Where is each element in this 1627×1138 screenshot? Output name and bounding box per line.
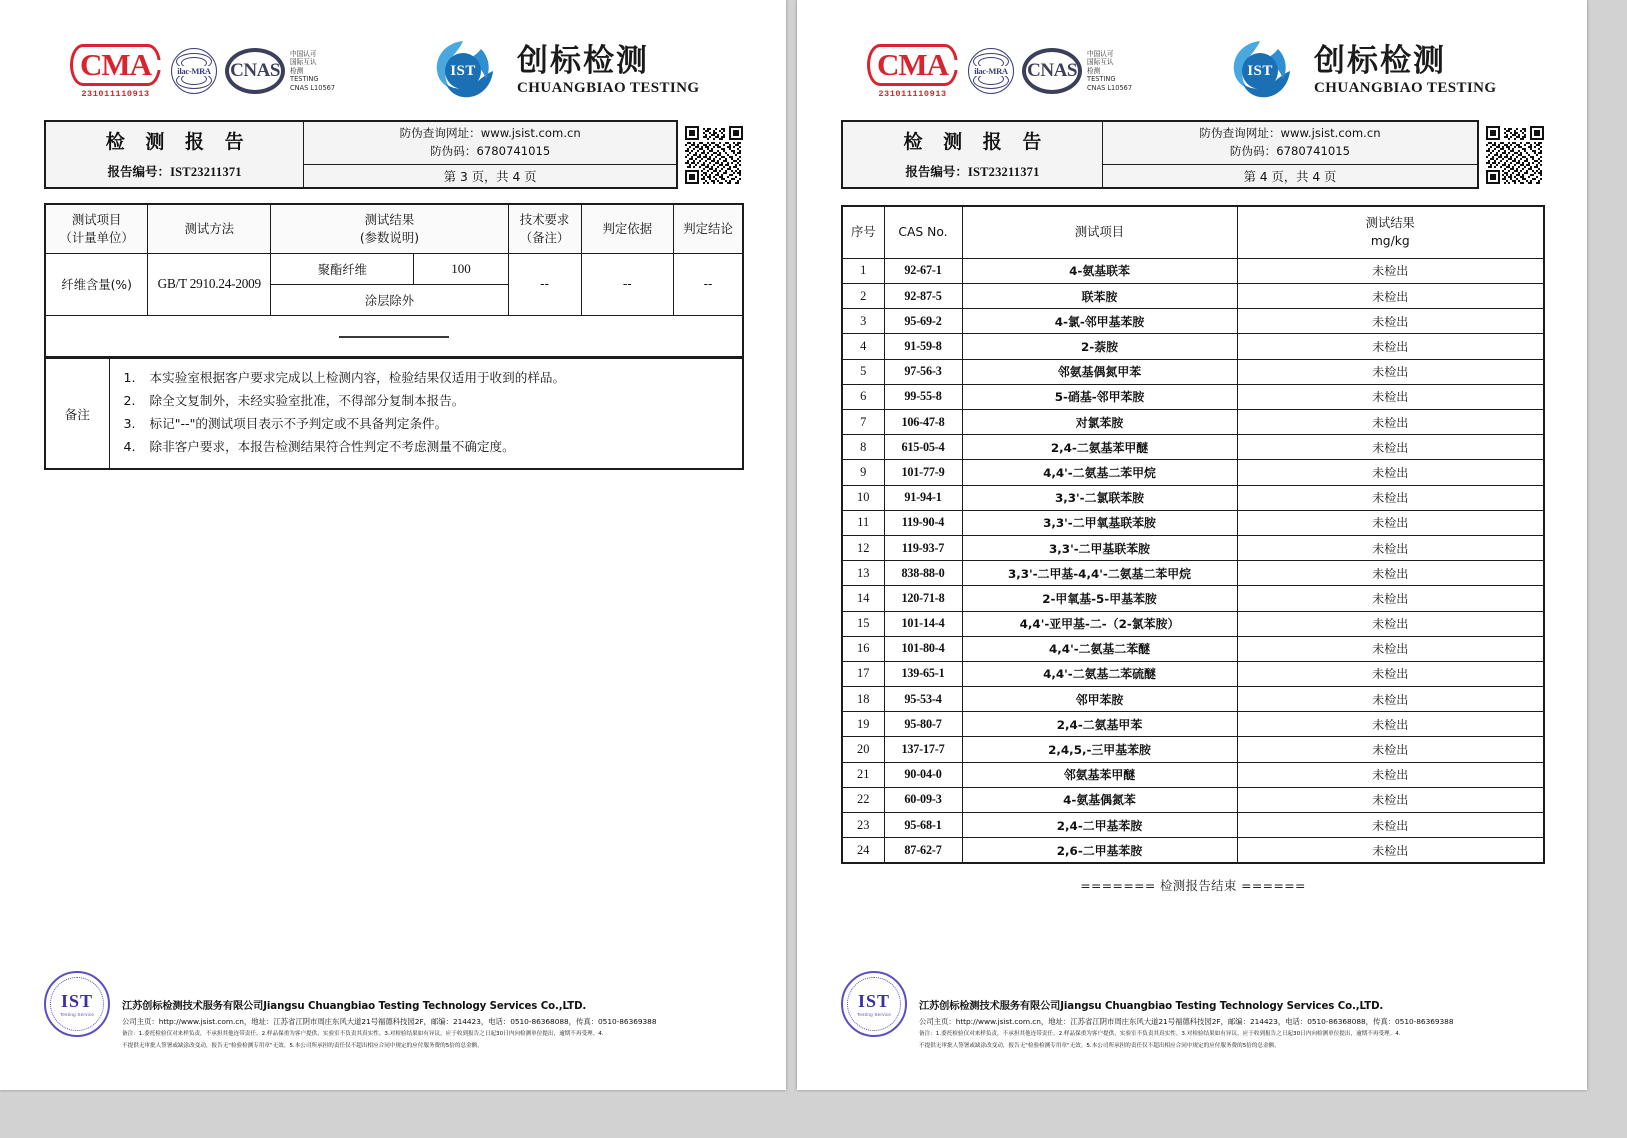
verify-url-value[interactable]: www.jsist.com.cn (1280, 126, 1381, 140)
cell-result: 未检出 (1237, 460, 1544, 485)
cell-result: 未检出 (1237, 687, 1544, 712)
cell-index: 23 (842, 813, 884, 838)
cell-item: 2,4-二氨基苯甲醚 (962, 435, 1237, 460)
col-test-item-l2: （计量单位） (59, 229, 134, 245)
table-row (842, 510, 1544, 535)
list-item (124, 413, 739, 436)
ilac-mra-label: ilac-MRA (974, 66, 1008, 76)
table-row (842, 762, 1544, 787)
cnas-side-line-4: TESTING (290, 75, 319, 84)
page-title: 检 测 报 告 (105, 131, 251, 153)
cell-cas: 615-05-4 (884, 435, 962, 460)
col-test-result-l1: 测试结果 (364, 212, 415, 227)
table-row (842, 661, 1544, 686)
cell-test-method: GB/T 2910.24-2009 (148, 253, 271, 315)
cell-index: 16 (842, 636, 884, 661)
verify-url-label: 防伪查询网址： (1199, 126, 1281, 140)
cell-index: 18 (842, 687, 884, 712)
cell-cas: 139-65-1 (884, 661, 962, 686)
cell-cas: 95-69-2 (884, 309, 962, 334)
cell-index: 19 (842, 712, 884, 737)
brand-header (841, 28, 1545, 114)
col-tech-l1: 技术要求 (519, 212, 570, 227)
col-test-item-l1: 测试项目 (71, 212, 122, 227)
cell-index: 6 (842, 384, 884, 409)
cell-cas: 91-94-1 (884, 485, 962, 510)
table-row (842, 410, 1544, 435)
cnas-icon (1022, 48, 1082, 94)
cell-cas: 106-47-8 (884, 410, 962, 435)
cell-index: 17 (842, 661, 884, 686)
ilac-mra-icon (171, 48, 217, 94)
brand-header (44, 28, 744, 114)
verify-code-value: 6780741015 (1276, 143, 1351, 158)
cell-cas: 119-90-4 (884, 510, 962, 535)
verify-url-value[interactable]: www.jsist.com.cn (480, 126, 581, 140)
cell-index: 10 (842, 485, 884, 510)
company-name-cn: 创标检测 (517, 43, 650, 80)
cell-index: 20 (842, 737, 884, 762)
cell-result: 未检出 (1237, 838, 1544, 864)
table-row (842, 384, 1544, 409)
report-number-row (905, 162, 1039, 180)
cell-cas: 95-80-7 (884, 712, 962, 737)
table-row (842, 611, 1544, 636)
company-name-block (1314, 45, 1496, 97)
cell-index: 21 (842, 762, 884, 787)
cell-result: 未检出 (1237, 661, 1544, 686)
cell-result: 未检出 (1237, 535, 1544, 560)
cell-cas: 92-87-5 (884, 284, 962, 309)
cell-result: 未检出 (1237, 636, 1544, 661)
report-number-value: IST23211371 (967, 165, 1040, 179)
footer-text-block (919, 969, 1545, 1052)
cnas-accreditation-mark (225, 48, 335, 94)
cell-cas: 137-17-7 (884, 737, 962, 762)
cell-result: 未检出 (1237, 737, 1544, 762)
cell-item: 4,4'-二氨基二苯醚 (962, 636, 1237, 661)
cell-result: 未检出 (1237, 611, 1544, 636)
table-row (842, 813, 1544, 838)
cell-index: 7 (842, 410, 884, 435)
cnas-label: CNAS (230, 60, 280, 81)
ist-seal-stamp (841, 971, 907, 1037)
footer-contact: 公司主页：http://www.jsist.com.cn，地址：江苏省江阴市周庄东风大道21号福德科技园2F，邮编：214423，电话：0510-86368088，传真：0510-86369388 (122, 1016, 657, 1026)
table-row (842, 258, 1544, 283)
table-row (842, 359, 1544, 384)
notes-label: 备注 (45, 359, 109, 469)
titlebar-right (304, 122, 676, 187)
cnas-side-line-2: 国际互认 (290, 58, 317, 67)
table-row (842, 712, 1544, 737)
verify-url-row (1199, 125, 1380, 143)
seal-subtext: Testing Service (59, 1011, 95, 1017)
cell-index: 4 (842, 334, 884, 359)
table-row (842, 838, 1544, 864)
cma-accreditation-mark (867, 44, 958, 99)
cell-result: 未检出 (1237, 485, 1544, 510)
seal-subtext: Testing Service (856, 1011, 892, 1017)
cnas-side-line-5: CNAS L10567 (290, 83, 336, 92)
titlebar-left (843, 122, 1103, 187)
note-number: 4. (123, 439, 136, 455)
cell-cas: 120-71-8 (884, 586, 962, 611)
cell-index: 13 (842, 561, 884, 586)
cnas-icon (225, 48, 285, 94)
cell-item: 邻氨基苯甲醚 (962, 762, 1237, 787)
footer-fineprint-2: 不提供无审批人签署或缺涂改变动，报告无"检验检测专用章"无效。5.本公司所承担的责任仅不超出相应合同中规定的应付服务费的5倍的总金额。 (919, 1043, 1280, 1050)
table-header-row (842, 206, 1544, 258)
cnas-accreditation-mark (1022, 48, 1132, 94)
col-test-method: 测试方法 (148, 204, 271, 253)
table-row (842, 561, 1544, 586)
table-row (842, 586, 1544, 611)
note-number: 3. (123, 416, 136, 432)
notes-table (44, 358, 744, 470)
col-judgement-basis: 判定依据 (581, 204, 674, 253)
page-footer (44, 969, 744, 1052)
table-row (842, 535, 1544, 560)
col-tech-requirement (508, 204, 581, 253)
table-header-row (45, 204, 743, 253)
report-titlebar (44, 120, 678, 189)
company-name-block (517, 45, 699, 97)
ilac-mra-icon (968, 48, 1014, 94)
cell-result: 未检出 (1237, 359, 1544, 384)
table-row (842, 687, 1544, 712)
cell-cas: 99-55-8 (884, 384, 962, 409)
company-name-en: CHUANGBIAO TESTING (1314, 79, 1497, 96)
verify-block (304, 122, 676, 165)
report-end-marker: ======= 检测报告结束 ====== (1080, 878, 1306, 894)
table-row (842, 435, 1544, 460)
cell-index: 14 (842, 586, 884, 611)
verify-code-label: 防伪码： (1229, 143, 1277, 158)
verify-code-value: 6780741015 (476, 143, 551, 158)
notes-row (45, 359, 743, 469)
table-row (842, 485, 1544, 510)
verify-url-row (400, 125, 581, 143)
cell-test-item: 纤维含量(%) (45, 253, 148, 315)
cell-result-name: 聚酯纤维 (271, 253, 414, 284)
cell-cas: 95-53-4 (884, 687, 962, 712)
cnas-side-line-4: TESTING (1087, 75, 1116, 84)
report-number-value: IST23211371 (170, 165, 242, 179)
titlebar-left (46, 122, 304, 187)
verify-block (1103, 122, 1477, 165)
cell-result: 未检出 (1237, 561, 1544, 586)
cell-result: 未检出 (1237, 384, 1544, 409)
cell-item: 5-硝基-邻甲苯胺 (962, 384, 1237, 409)
test-result-table (44, 203, 744, 358)
col-test-result (271, 204, 508, 253)
cell-item: 3,3'-二甲氧基联苯胺 (962, 510, 1237, 535)
cma-number: 231011110913 (81, 88, 150, 99)
cell-cas: 101-77-9 (884, 460, 962, 485)
cell-result: 未检出 (1237, 309, 1544, 334)
horizontal-rule (339, 336, 449, 338)
table-row (842, 309, 1544, 334)
col-test-item: 测试项目 (962, 206, 1237, 258)
cell-cas: 92-67-1 (884, 258, 962, 283)
cnas-side-line-1: 中国认可 (290, 49, 317, 58)
col-test-result (1237, 206, 1544, 258)
cell-tech-requirement: -- (508, 253, 581, 315)
titlebar-right (1103, 122, 1477, 187)
cnas-side-line-5: CNAS L10567 (1087, 83, 1133, 92)
cell-item: 4-氨基偶氮苯 (962, 787, 1237, 812)
report-page-3 (0, 0, 786, 1090)
cell-index: 22 (842, 787, 884, 812)
ist-swirl-icon (1228, 39, 1292, 103)
cell-item: 3,3'-二氯联苯胺 (962, 485, 1237, 510)
cma-accreditation-mark (70, 44, 161, 99)
table-row (842, 460, 1544, 485)
col-judgement-conclusion: 判定结论 (674, 204, 743, 253)
cell-result: 未检出 (1237, 258, 1544, 283)
company-logo (431, 39, 699, 103)
cma-icon: CMA (867, 44, 958, 86)
qr-code-icon[interactable] (1485, 125, 1545, 185)
cnas-label: CNAS (1027, 60, 1077, 81)
cell-cas: 87-62-7 (884, 838, 962, 864)
qr-code-icon[interactable] (684, 125, 744, 185)
report-number-label: 报告编号： (905, 164, 968, 179)
footer-company: 江苏创标检测技术服务有限公司Jiangsu Chuangbiao Testing Technology Services Co.,LTD. (919, 1001, 1384, 1013)
cell-item: 4-氯-邻甲基苯胺 (962, 309, 1237, 334)
cnas-side-text (1087, 50, 1132, 92)
col-test-item (45, 204, 148, 253)
cell-item: 邻甲苯胺 (962, 687, 1237, 712)
col-index: 序号 (842, 206, 884, 258)
verify-url-label: 防伪查询网址： (399, 126, 481, 140)
footer-contact: 公司主页：http://www.jsist.com.cn，地址：江苏省江阴市周庄东风大道21号福德科技园2F，邮编：214423，电话：0510-86368088，传真：0510-86369388 (919, 1016, 1454, 1026)
report-number-row (108, 162, 242, 180)
cnas-side-line-1: 中国认可 (1087, 49, 1114, 58)
seal-text: IST (60, 990, 94, 1011)
cell-item: 2-甲氧基-5-甲基苯胺 (962, 586, 1237, 611)
ist-mark: IST (445, 53, 481, 89)
cell-cas: 91-59-8 (884, 334, 962, 359)
ilac-mra-label: ilac-MRA (177, 66, 211, 76)
cell-item: 4-氨基联苯 (962, 258, 1237, 283)
cell-judgement-basis: -- (581, 253, 674, 315)
col-result-l1: 测试结果 (1365, 216, 1415, 230)
table-row (842, 636, 1544, 661)
table-row (842, 787, 1544, 812)
table-row-spacer (45, 315, 743, 357)
cell-item: 4,4'-二氨基二苯硫醚 (962, 661, 1237, 686)
page-footer (841, 969, 1545, 1052)
ist-mark: IST (1242, 53, 1278, 89)
cell-index: 8 (842, 435, 884, 460)
company-logo (1228, 39, 1496, 103)
cell-end-rule (45, 315, 743, 357)
company-name-cn: 创标检测 (1314, 43, 1447, 80)
cell-index: 15 (842, 611, 884, 636)
cnas-side-line-2: 国际互认 (1087, 58, 1114, 67)
cma-icon: CMA (70, 44, 161, 86)
cell-result: 未检出 (1237, 334, 1544, 359)
cell-item: 联苯胺 (962, 284, 1237, 309)
cell-index: 9 (842, 460, 884, 485)
cell-item: 4,4'-亚甲基-二-（2-氯苯胺） (962, 611, 1237, 636)
note-text: 标记"--"的测试项目表示不予判定或不具备判定条件。 (149, 416, 448, 432)
footer-text-block (122, 969, 744, 1052)
list-item (124, 390, 739, 413)
report-titlebar (841, 120, 1479, 189)
cell-judgement-conclusion: -- (674, 253, 743, 315)
cell-item: 对氯苯胺 (962, 410, 1237, 435)
cell-cas: 60-09-3 (884, 787, 962, 812)
cell-index: 12 (842, 535, 884, 560)
ist-seal-stamp (44, 971, 110, 1037)
cell-result: 未检出 (1237, 284, 1544, 309)
company-name-en: CHUANGBIAO TESTING (517, 79, 700, 96)
note-text: 除全文复制外，未经实验室批准，不得部分复制本报告。 (149, 393, 465, 409)
cma-number: 231011110913 (878, 88, 947, 99)
page-indicator: 第 3 页，共 4 页 (443, 169, 537, 184)
cell-result: 未检出 (1237, 410, 1544, 435)
verify-code-label: 防伪码： (430, 143, 477, 158)
cell-result: 未检出 (1237, 586, 1544, 611)
footer-fineprint-1: 备注：1.委托检验仅对来样负责，不承担其他连带责任。2.样品保重为客户提供，实验室不负责其真实性。3.对检验结果如有异议，应于收到报告之日起30日内向检测单位提出，逾期不再受理。4. (122, 1030, 604, 1037)
report-titlebar-row (841, 120, 1545, 189)
cell-cas: 95-68-1 (884, 813, 962, 838)
cell-result-value: 100 (414, 253, 508, 284)
report-number-label: 报告编号： (107, 164, 171, 179)
note-number: 1. (123, 370, 136, 386)
cell-index: 11 (842, 510, 884, 535)
azo-table-body (842, 258, 1544, 863)
azo-amine-table (841, 205, 1545, 864)
cnas-side-text (290, 50, 335, 92)
cell-item: 2,4-二氨基甲苯 (962, 712, 1237, 737)
table-row (842, 334, 1544, 359)
cnas-side-line-3: 检测 (290, 66, 304, 75)
col-tech-l2: （备注） (519, 229, 570, 245)
cell-cas: 119-93-7 (884, 535, 962, 560)
cell-cas: 101-14-4 (884, 611, 962, 636)
page-indicator: 第 4 页，共 4 页 (1243, 169, 1337, 184)
footer-fineprint-2: 不提供无审批人签署或缺涂改变动，报告无"检验检测专用章"无效。5.本公司所承担的责任仅不超出相应合同中规定的应付服务费的5倍的总金额。 (122, 1043, 483, 1050)
cell-result: 未检出 (1237, 712, 1544, 737)
report-titlebar-row (44, 120, 744, 189)
ist-swirl-icon (431, 39, 495, 103)
cell-result-note: 涂层除外 (271, 284, 508, 315)
footer-company: 江苏创标检测技术服务有限公司Jiangsu Chuangbiao Testing Technology Services Co.,LTD. (122, 1001, 587, 1013)
note-text: 本实验室根据客户要求完成以上检测内容，检验结果仅适用于收到的样品。 (149, 370, 566, 386)
report-page-4 (797, 0, 1587, 1090)
cell-result: 未检出 (1237, 787, 1544, 812)
note-text: 除非客户要求，本报告检测结果符合性判定不考虑测量不确定度。 (149, 439, 515, 455)
table-row (45, 253, 743, 284)
footer-fineprint-1: 备注：1.委托检验仅对来样负责，不承担其他连带责任。2.样品保重为客户提供，实验室不负责其真实性。3.对检验结果如有异议，应于收到报告之日起30日内向检测单位提出，逾期不再受理。4. (919, 1030, 1401, 1037)
notes-body (109, 359, 743, 469)
cell-index: 5 (842, 359, 884, 384)
note-number: 2. (123, 393, 136, 409)
cell-index: 2 (842, 284, 884, 309)
page-title: 检 测 报 告 (903, 131, 1049, 153)
cell-result: 未检出 (1237, 510, 1544, 535)
col-result-l2: mg/kg (1370, 234, 1410, 249)
cnas-side-line-3: 检测 (1087, 66, 1101, 75)
cell-cas: 97-56-3 (884, 359, 962, 384)
list-item (124, 367, 739, 390)
cell-cas: 90-04-0 (884, 762, 962, 787)
verify-code-row (1230, 143, 1350, 161)
cell-result: 未检出 (1237, 813, 1544, 838)
table-row (842, 737, 1544, 762)
cell-index: 3 (842, 309, 884, 334)
cell-item: 2,6-二甲基苯胺 (962, 838, 1237, 864)
cell-item: 3,3'-二甲基联苯胺 (962, 535, 1237, 560)
verify-code-row (430, 143, 550, 161)
cell-index: 24 (842, 838, 884, 864)
cell-cas: 838-88-0 (884, 561, 962, 586)
cell-item: 2-萘胺 (962, 334, 1237, 359)
cell-result: 未检出 (1237, 762, 1544, 787)
col-cas-no: CAS No. (884, 206, 962, 258)
cell-item: 邻氨基偶氮甲苯 (962, 359, 1237, 384)
cell-index: 1 (842, 258, 884, 283)
table-row (842, 284, 1544, 309)
cell-result: 未检出 (1237, 435, 1544, 460)
cell-cas: 101-80-4 (884, 636, 962, 661)
cell-item: 2,4-二甲基苯胺 (962, 813, 1237, 838)
cell-item: 3,3'-二甲基-4,4'-二氨基二苯甲烷 (962, 561, 1237, 586)
col-test-result-l2: (参数说明) (359, 229, 420, 245)
seal-text: IST (857, 990, 891, 1011)
cell-item: 4,4'-二氨基二苯甲烷 (962, 460, 1237, 485)
list-item (124, 436, 739, 459)
cell-item: 2,4,5,-三甲基苯胺 (962, 737, 1237, 762)
